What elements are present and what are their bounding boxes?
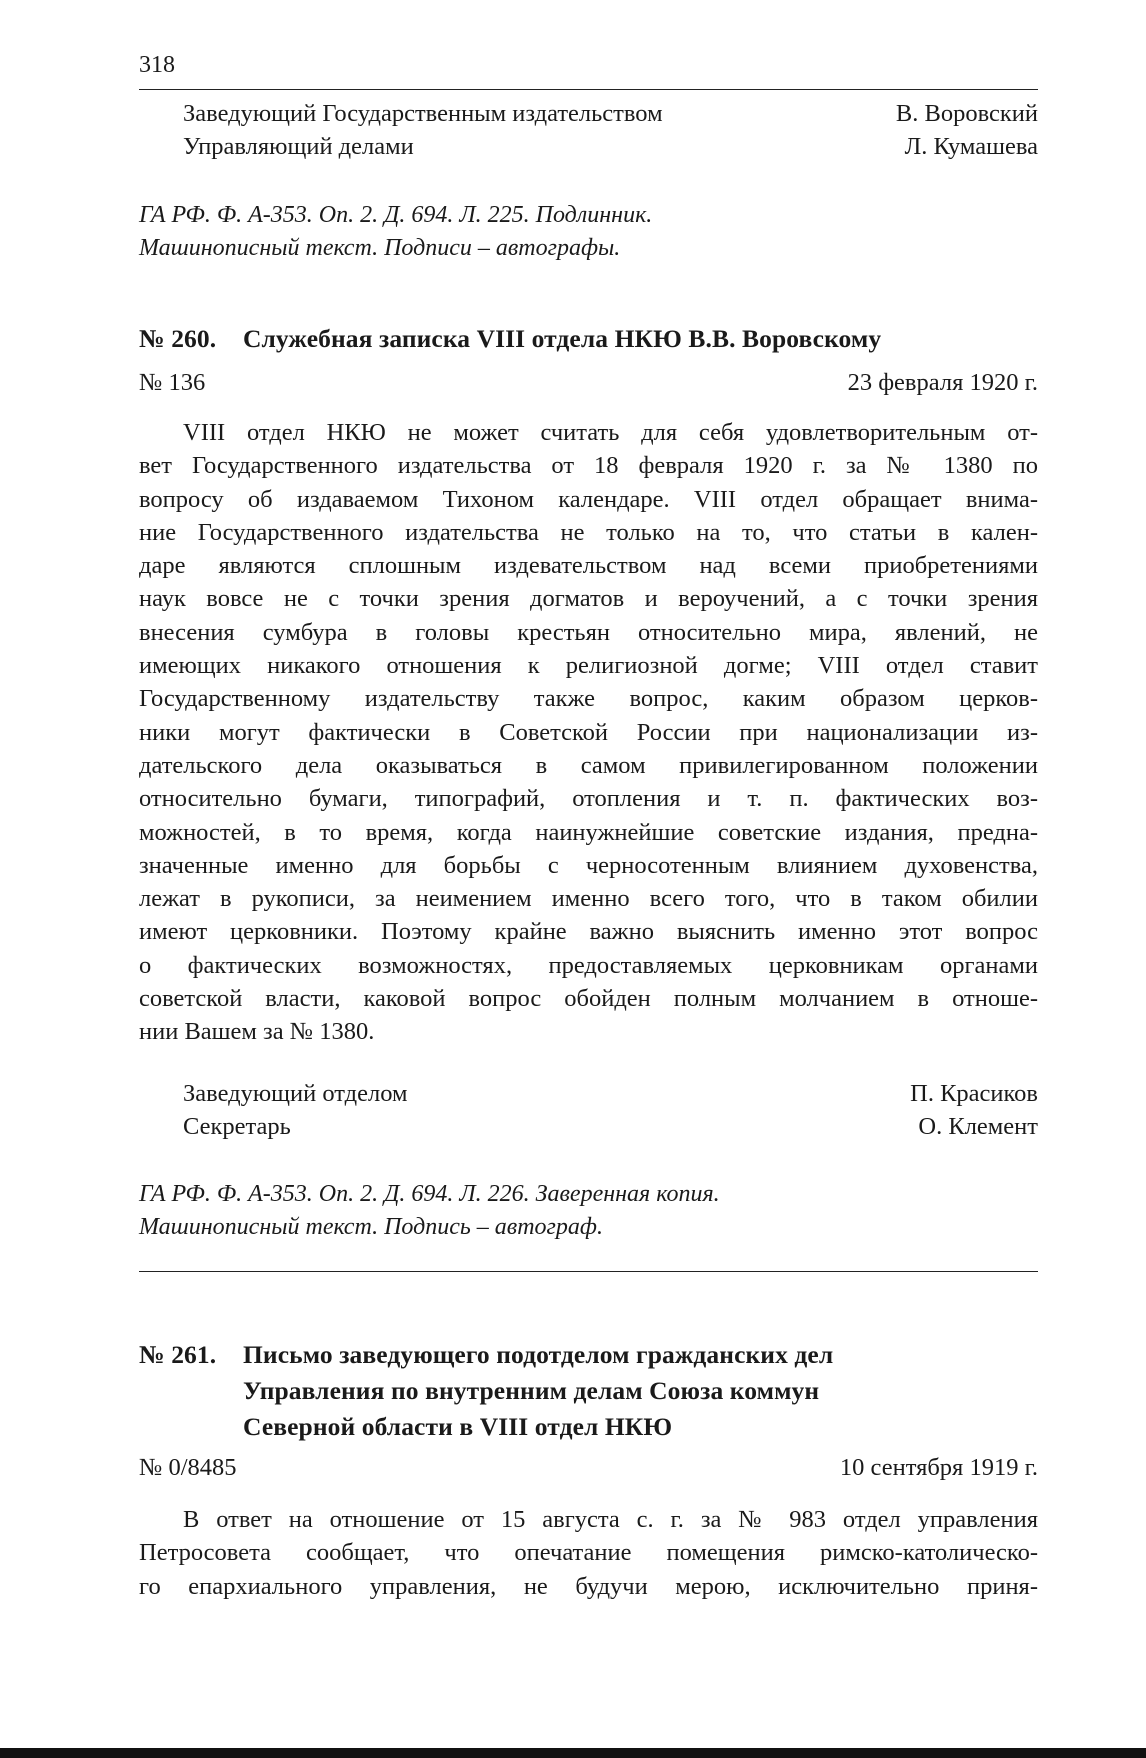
signature-role: Заведующий отделом <box>183 1080 408 1107</box>
body-line: вопросу об издаваемом Тихоном календаре. VIII отдел обращает внима- <box>139 485 1038 513</box>
signature-block-260 <box>183 1077 1038 1143</box>
doc-date: 10 сентября 1919 г. <box>839 1454 1038 1481</box>
body-line: Государственному издательству также вопрос, каким образом церков- <box>139 685 1038 713</box>
doc-title-line <box>139 1337 1038 1373</box>
signature-name: В. Воровский <box>895 100 1038 127</box>
body-line: имеющих никакого отношения к религиозной догме; VIII отдел ставит <box>139 652 1038 680</box>
doc-261-heading <box>139 1337 1038 1445</box>
signature-row <box>183 97 1038 130</box>
body-line: го епархиального управления, не будучи мерою, исключительно приня- <box>139 1572 1038 1600</box>
body-line: дательского дела оказываться в самом привилегированном положении <box>139 751 1038 779</box>
body-line: можностей, в то время, когда наинужнейшие советские издания, предна- <box>139 818 1038 846</box>
body-line: VIII отдел НКЮ не может считать для себя удовлетворительным от- <box>183 419 1038 446</box>
header-rule <box>139 89 1038 90</box>
body-line: ние Государственного издательства не только на то, что статьи в кален- <box>139 518 1038 546</box>
signature-row <box>183 1077 1038 1110</box>
signature-role: Секретарь <box>183 1113 291 1140</box>
signature-row <box>183 1110 1038 1143</box>
section-divider <box>139 1271 1038 1272</box>
source-line: Машинописный текст. Подписи – автографы. <box>139 235 621 261</box>
doc-260-heading <box>139 321 1038 357</box>
doc-title-line: Управления по внутренним делам Союза коммун <box>243 1376 820 1405</box>
doc-ref-number: № 136 <box>139 369 206 396</box>
doc-260-body <box>139 416 1038 1049</box>
doc-title: Письмо заведующего подотделом гражданских дел <box>243 1340 834 1369</box>
doc-number: № 261. <box>139 1340 217 1369</box>
doc-ref-number: № 0/8485 <box>139 1454 237 1481</box>
source-note-260 <box>139 1178 1038 1244</box>
signature-name: Л. Кумашева <box>904 133 1038 160</box>
body-line: имеют церковники. Поэтому крайне важно выяснить именно этот вопрос <box>139 918 1038 946</box>
signature-name: П. Красиков <box>910 1080 1038 1107</box>
body-line: внесения сумбура в головы крестьян относительно мира, явлений, не <box>139 618 1038 646</box>
doc-260-meta <box>139 366 1038 399</box>
scan-edge <box>0 1748 1146 1758</box>
body-line: нии Вашем за № 1380. <box>139 1018 375 1046</box>
document-page <box>139 0 1038 1758</box>
signature-role: Управляющий делами <box>183 133 414 160</box>
body-line: ники могут фактически в Советской России при национализации из- <box>139 718 1038 746</box>
signature-row <box>183 130 1038 163</box>
source-note-259 <box>139 199 1038 265</box>
body-line: советской власти, каковой вопрос обойден полным молчанием в отноше- <box>139 985 1038 1013</box>
page-number: 318 <box>139 52 175 78</box>
signature-name: О. Клемент <box>918 1113 1038 1140</box>
body-line: даре являются сплошным издевательством над всеми приобретениями <box>139 552 1038 580</box>
body-line: относительно бумаги, типографий, отопления и т. п. фактических воз- <box>139 785 1038 813</box>
body-line: наук вовсе не с точки зрения догматов и вероучений, а с точки зрения <box>139 585 1038 613</box>
body-line: значенные именно для борьбы с черносотенным влиянием духовенства, <box>139 851 1038 879</box>
signature-role: Заведующий Государственным издательством <box>183 100 663 127</box>
body-line: В ответ на отношение от 15 августа с. г. за № 983 отдел управления <box>183 1506 1038 1533</box>
body-line: вет Государственного издательства от 18 февраля 1920 г. за № 1380 по <box>139 452 1038 480</box>
body-line: Петросовета сообщает, что опечатание помещения римско-католическо- <box>139 1539 1038 1567</box>
doc-title: Служебная записка VIII отдела НКЮ В.В. Воровскому <box>243 324 882 353</box>
doc-261-meta <box>139 1451 1038 1484</box>
doc-date: 23 февраля 1920 г. <box>847 369 1038 396</box>
body-line: о фактических возможностях, предоставляемых церковникам органами <box>139 951 1038 979</box>
body-line: лежат в рукописи, за неимением именно всего того, что в таком обилии <box>139 885 1038 913</box>
doc-number: № 260. <box>139 324 217 353</box>
source-line: ГА РФ. Ф. А-353. Оп. 2. Д. 694. Л. 226. Заверенная копия. <box>139 1181 720 1207</box>
doc-title-line: Северной области в VIII отдел НКЮ <box>243 1412 673 1441</box>
signature-block-259 <box>183 97 1038 163</box>
source-line: ГА РФ. Ф. А-353. Оп. 2. Д. 694. Л. 225. Подлинник. <box>139 202 653 228</box>
doc-261-body <box>139 1503 1038 1603</box>
source-line: Машинописный текст. Подпись – автограф. <box>139 1214 603 1240</box>
